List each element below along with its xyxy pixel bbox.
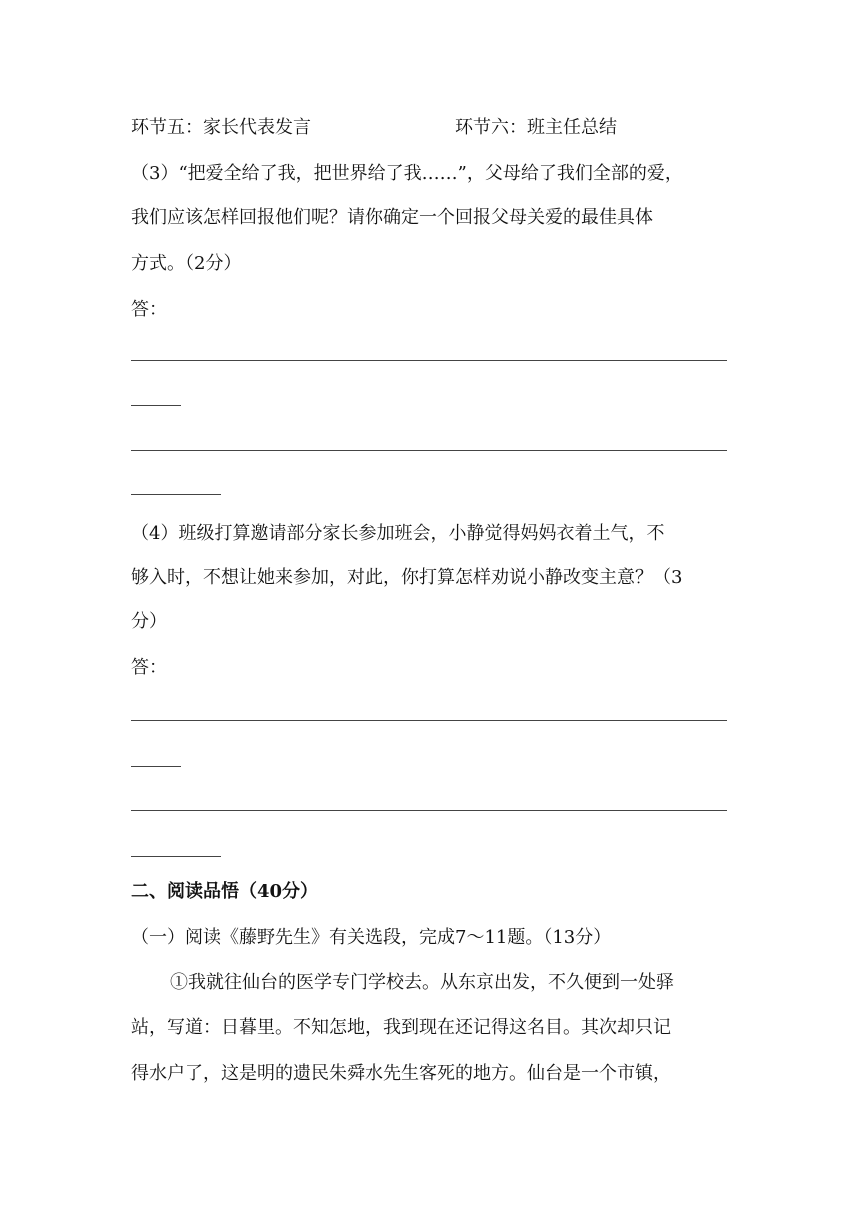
passage-line-2: 站，写道：日暮里。不知怎地，我到现在还记得这名目。其次却只记 [131, 1017, 671, 1038]
q4-answer-line-1-tail[interactable] [131, 766, 181, 767]
q3-line-3: 方式。（2分） [131, 253, 242, 274]
q4-answer-line-1[interactable] [131, 720, 727, 721]
activity-item-6: 环节六：班主任总结 [455, 117, 617, 138]
passage-line-3: 得水户了，这是明的遗民朱舜水先生客死的地方。仙台是一个市镇， [131, 1063, 671, 1084]
q4-line-1: （4）班级打算邀请部分家长参加班会，小静觉得妈妈衣着土气，不 [131, 523, 665, 544]
q4-line-2: 够入时，不想让她来参加，对此，你打算怎样劝说小静改变主意？（3 [131, 567, 683, 588]
q4-answer-line-2-tail[interactable] [131, 856, 221, 857]
q3-answer-line-1-tail[interactable] [131, 405, 181, 406]
q3-line-1: （3）“把爱全给了我，把世界给了我……”，父母给了我们全部的爱， [131, 163, 683, 184]
q4-answer-line-2[interactable] [131, 810, 727, 811]
section-2-subheading: （一）阅读《藤野先生》有关选段，完成7～11题。（13分） [131, 927, 612, 948]
q3-answer-line-1[interactable] [131, 360, 727, 361]
passage-line-1: ①我就往仙台的医学专门学校去。从东京出发，不久便到一处驿 [170, 972, 674, 993]
q3-line-2: 我们应该怎样回报他们呢？请你确定一个回报父母关爱的最佳具体 [131, 207, 653, 228]
q4-answer-label: 答： [131, 657, 167, 678]
section-2-heading: 二、阅读品悟（40分） [131, 881, 319, 902]
activity-item-5: 环节五：家长代表发言 [131, 117, 311, 138]
q3-answer-label: 答： [131, 299, 167, 320]
q4-line-3: 分） [131, 611, 167, 632]
q3-answer-line-2-tail[interactable] [131, 494, 221, 495]
q3-answer-line-2[interactable] [131, 450, 727, 451]
